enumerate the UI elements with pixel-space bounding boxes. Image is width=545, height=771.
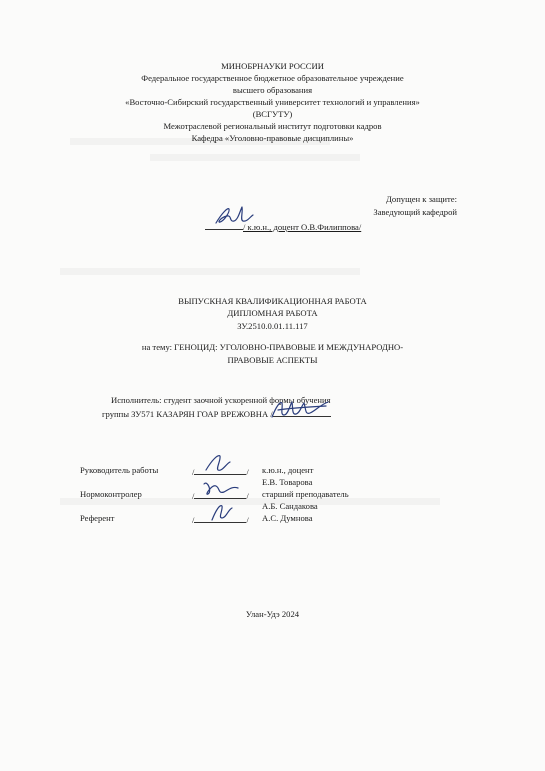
signatory-sign-line: / / [192,467,249,477]
head-title: Заведующий кафедрой [373,207,457,217]
executor-line1-text: Исполнитель: студент заочной ускоренной формы обучения [111,395,331,405]
executor-line1 [111,395,331,406]
bleed-through-mark [60,268,360,275]
signatory-detail: А.Б. Сандакова [262,501,318,511]
signature-blank [194,513,246,523]
signatory-sign-line: / / [192,491,249,501]
head-name: / к.ю.н., доцент О.В.Филиппова/ [243,222,362,232]
signatory-detail: А.С. Думнова [262,513,313,523]
signatory-detail: старший преподаватель [262,489,349,499]
signatory-role: Референт [80,513,115,523]
thesis-code: ЗУ.2510.0.01.11.117 [237,321,308,331]
executor-line2 [102,407,331,420]
signatory-detail: Е.В. Товарова [262,477,313,487]
signature-blank [205,220,243,230]
university-name: «Восточно-Сибирский государственный университет технологий и управления» [125,97,420,107]
executor-name: группы ЗУ571 КАЗАРЯН ГОАР ВРЕЖОВНА / [102,409,273,419]
signatory-role: Руководитель работы [80,465,159,475]
city-year: Улан-Удэ 2024 [245,609,300,619]
thesis-type-line1: ВЫПУСКНАЯ КВАЛИФИКАЦИОННАЯ РАБОТА [178,296,367,306]
department-name: Кафедра «Уголовно-правовые дисциплины» [191,133,354,143]
university-abbr: (ВСГУТУ) [252,109,293,119]
signatory-sign-line: / / [192,515,249,525]
institution-type: Федеральное государственное бюджетное образовательное учреждение [141,73,404,83]
bleed-through-mark [150,154,360,161]
signature-blank [273,407,331,417]
education-level: высшего образования [232,85,313,95]
institute-name: Межотраслевой региональный институт подготовки кадров [163,121,382,131]
signature-blank [194,489,246,499]
admitted-label: Допущен к защите: [386,194,457,204]
ministry-name: МИНОБРНАУКИ РОССИИ [221,61,324,71]
signature-blank [194,465,246,475]
thesis-topic-line2: ПРАВОВЫЕ АСПЕКТЫ [227,355,318,365]
head-signature-line [205,220,361,233]
signatory-role: Нормоконтролер [80,489,142,499]
signatory-detail: к.ю.н., доцент [262,465,314,475]
thesis-topic-line1: на тему: ГЕНОЦИД: УГОЛОВНО-ПРАВОВЫЕ И МЕЖДУНАРОДНО- [141,342,404,352]
thesis-type-line2: ДИПЛОМНАЯ РАБОТА [227,308,318,318]
